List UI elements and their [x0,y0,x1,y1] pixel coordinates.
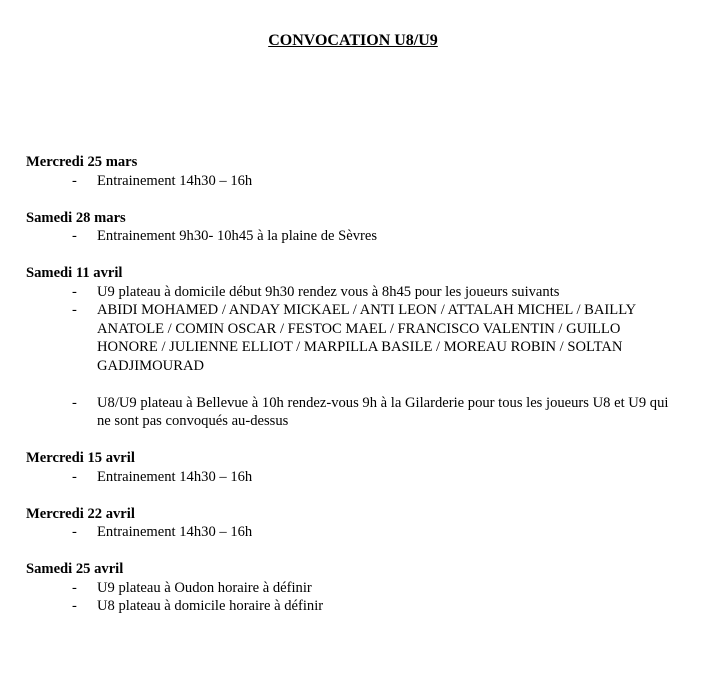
section-heading: Mercredi 15 avril [26,450,135,466]
section-heading: Samedi 11 avril [26,265,123,281]
item-text: Entrainement 14h30 – 16h [97,172,253,189]
bullet-dash: - [72,524,77,540]
section-items [26,468,686,487]
section-items [26,283,686,431]
bullet-dash: - [72,228,77,244]
section-heading: Mercredi 22 avril [26,505,135,522]
section-heading: Samedi 28 mars [26,209,126,226]
list-item [26,172,669,191]
section-items [26,523,686,542]
list-item-player-names [26,301,669,375]
item-text: Entrainement 14h30 – 16h [97,524,253,540]
section-items [26,579,686,616]
section-samedi-11-avril [26,264,686,431]
bullet-dash: - [72,468,77,485]
bullet-dash: - [72,283,77,300]
bullet-dash: - [72,172,77,189]
list-item [26,597,669,616]
bullet-dash: - [72,302,77,318]
list-item [26,523,669,542]
item-text: Entrainement 9h30- 10h45 à la plaine de Sèvres [97,228,378,244]
list-item [26,394,669,431]
list-item [26,468,669,487]
list-item [26,283,669,302]
list-item [26,227,669,246]
bullet-dash: - [72,579,77,596]
section-heading: Samedi 25 avril [26,561,124,577]
document-title: CONVOCATION U8/U9 [268,32,438,49]
section-items [26,227,686,246]
section-heading: Mercredi 25 mars [26,154,138,170]
item-text: U8/U9 plateau à Bellevue à 10h rendez-vous 9h à la Gilarderie pour tous les joueurs U8 et U9 qui ne sont pas convoqués au-dessus [97,394,669,429]
section-samedi-25-avril [26,560,686,616]
item-text: U8 plateau à domicile horaire à définir [97,598,324,614]
section-items [26,172,686,191]
section-samedi-28-mars [26,209,686,246]
bullet-dash: - [72,394,77,411]
item-text: ABIDI MOHAMED / ANDAY MICKAEL / ANTI LEON / ATTALAH MICHEL / BAILLY ANATOLE / COMIN OSCAR / FESTOC MAEL / FRANCISCO VALENTIN / GUILLO HONORE / JULIENNE ELLIOT / MARPILLA BASILE / MOREAU ROBIN / SOLTAN GADJIMOURAD [97,302,636,374]
schedule-content [26,153,686,634]
section-mercredi-25-mars [26,153,686,190]
item-text: U9 plateau à Oudon horaire à définir [97,579,312,596]
list-item [26,579,669,598]
item-text: Entrainement 14h30 – 16h [97,468,253,485]
bullet-dash: - [72,598,77,614]
section-mercredi-15-avril [26,449,686,486]
section-mercredi-22-avril [26,505,686,542]
item-text: U9 plateau à domicile début 9h30 rendez vous à 8h45 pour les joueurs suivants [97,283,560,300]
